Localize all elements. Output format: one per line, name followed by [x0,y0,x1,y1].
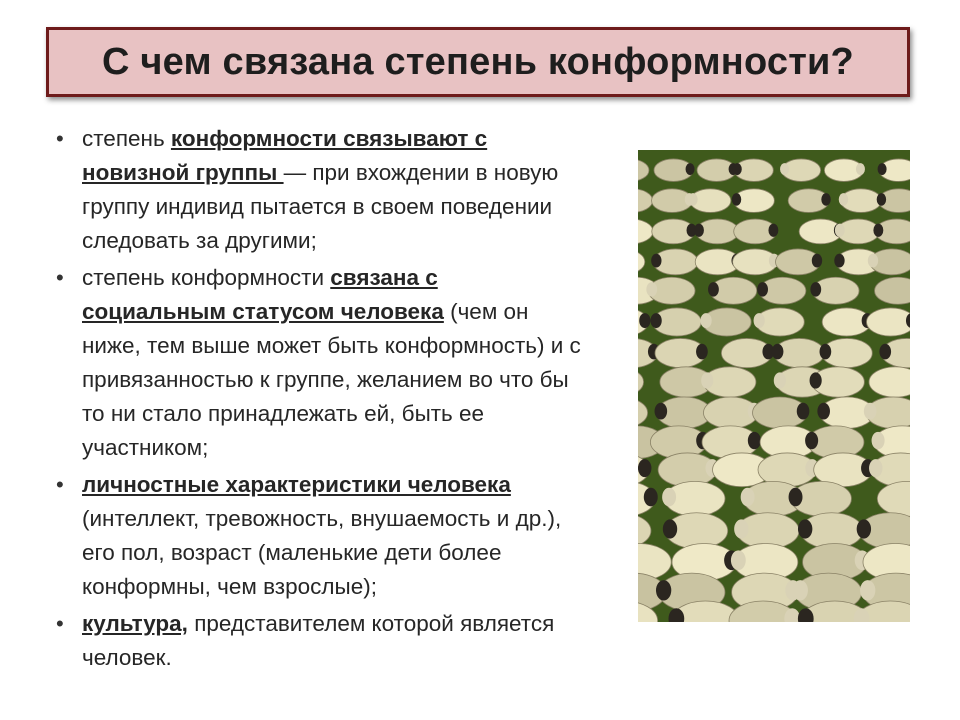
bullet-text-pre: степень конформности [82,265,331,290]
bullet-text-emphasis: личностные характеристики человека [82,472,511,497]
sheep-flock-drawing [638,150,910,622]
bullet-dot-icon: • [56,611,64,636]
bullet-text-post: (чем он ниже, тем выше может быть конформность) и с привязанностью к группе, желанием во что бы то ни стало принадлежать ей, быть ее участником; [82,299,581,460]
bullet-item [56,468,586,604]
bullet-dot-icon: • [56,265,64,290]
bullet-text-emphasis: культура, [82,611,188,636]
bullet-text-emphasis: связана с социальным статусом человека [82,265,444,324]
bullet-text-pre: степень [82,126,171,151]
bullet-item [56,607,586,675]
slide-title: С чем связана степень конформности? [102,40,854,83]
sheep-flock-image [638,150,910,622]
bullet-item [56,122,586,258]
bullet-text-emphasis: конформности связывают с новизной группы [82,126,488,185]
slide-title-box [46,27,910,97]
bullet-text-post: (интеллект, тревожность, внушаемость и др.), его пол, возраст (маленькие дети более конформны, чем взрослые); [82,506,562,599]
bullet-item [56,261,586,465]
sheep [867,308,910,336]
bullet-text-post: — при вхождении в новую группу индивид пытается в своем поведении следовать за другими; [82,160,559,253]
bullet-dot-icon: • [56,126,64,151]
bullet-list [56,122,586,678]
bullet-text-post: представителем которой является человек. [82,611,555,670]
bullet-dot-icon: • [56,472,64,497]
